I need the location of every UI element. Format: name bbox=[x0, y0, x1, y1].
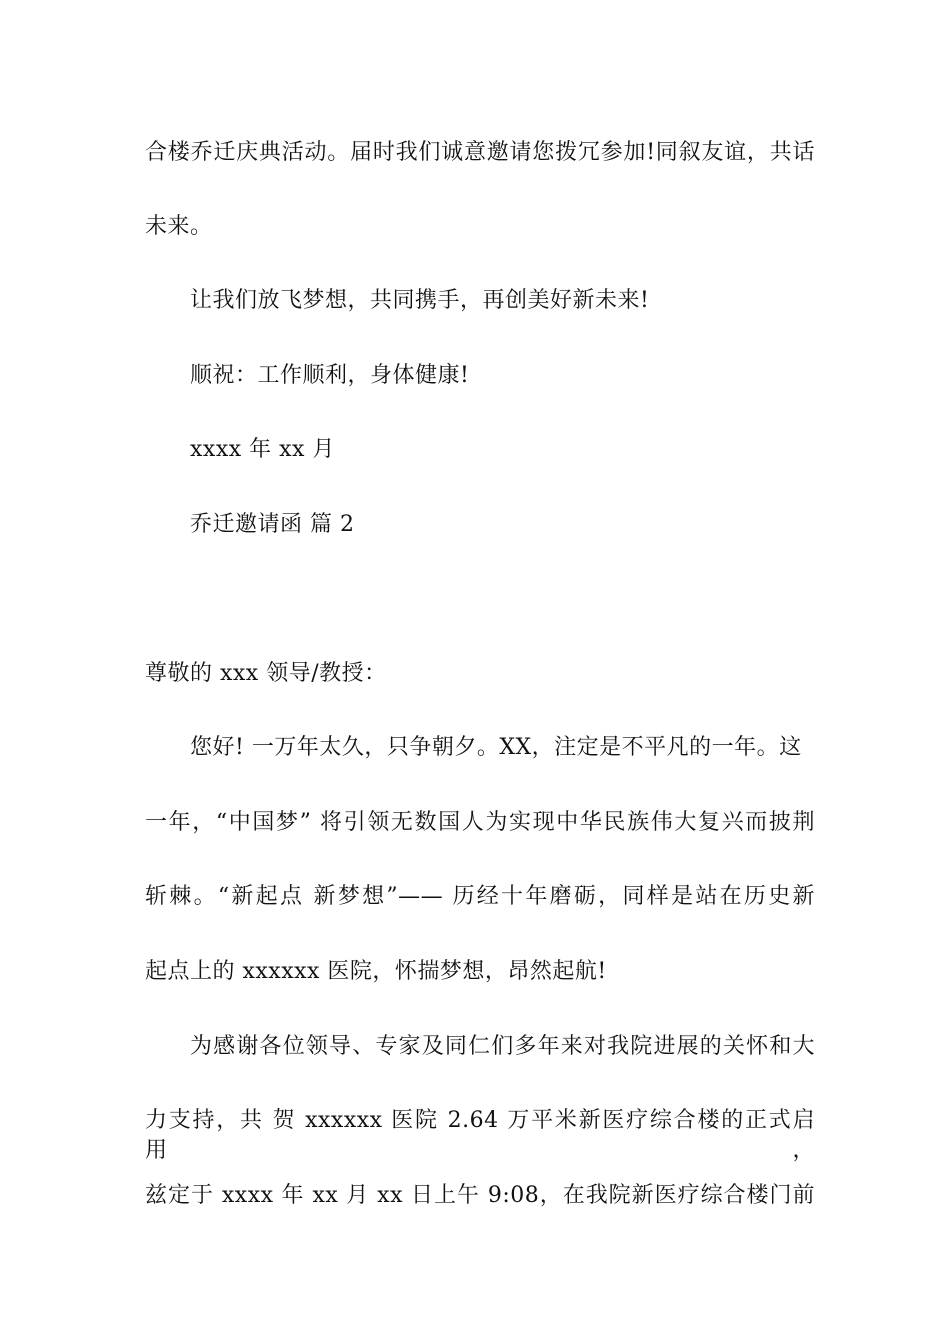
paragraph-line: 斩棘。“新起点 新梦想”—— 历经十年磨砺，同样是站在历史新 bbox=[145, 884, 815, 909]
section-title: 乔迁邀请函 篇 2 bbox=[190, 512, 355, 537]
paragraph-line: 力支持，共 贺 xxxxxx 医院 2.64 万平米新医疗综合楼的正式启用， bbox=[145, 1108, 815, 1163]
paragraph-line: 未来。 bbox=[145, 214, 213, 239]
paragraph-line: 一年，“中国梦” 将引领无数国人为实现中华民族伟大复兴而披荆 bbox=[145, 810, 815, 835]
salutation: 尊敬的 xxx 领导/教授： bbox=[145, 661, 387, 686]
date-line: xxxx 年 xx 月 bbox=[190, 437, 335, 462]
paragraph-line: 合楼乔迁庆典活动。届时我们诚意邀请您拨冗参加!同叙友谊，共话 bbox=[145, 140, 815, 165]
paragraph-line: 让我们放飞梦想，共同携手，再创美好新未来! bbox=[190, 288, 650, 313]
closing-greeting: 顺祝：工作顺利，身体健康! bbox=[190, 363, 470, 388]
paragraph-line: 您好! 一万年太久，只争朝夕。XX，注定是不平凡的一年。这 bbox=[190, 735, 802, 760]
paragraph-line: 为感谢各位领导、专家及同仁们多年来对我院进展的关怀和大 bbox=[190, 1034, 815, 1059]
paragraph-line: 兹定于 xxxx 年 xx 月 xx 日上午 9:08，在我院新医疗综合楼门前 bbox=[145, 1183, 815, 1208]
paragraph-line: 起点上的 xxxxxx 医院，怀揣梦想，昂然起航! bbox=[145, 959, 607, 984]
